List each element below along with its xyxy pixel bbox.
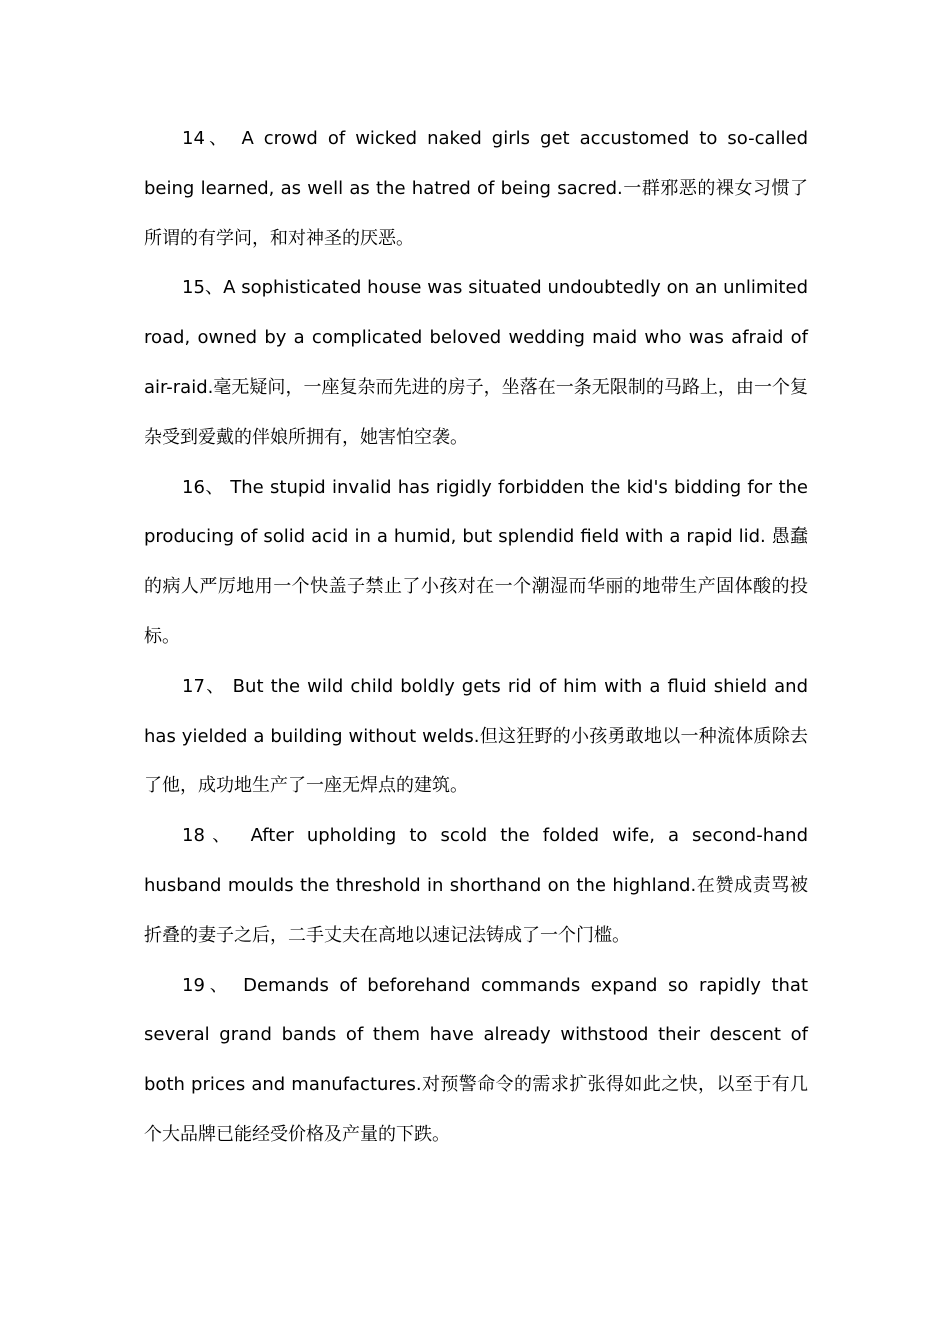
- paragraph-text: But the wild child boldly gets rid of him with a fluid shield and has yielded a building without welds.但这狂野的小孩勇敢地以一种流体质除去了他，成功地生产了一座无焊点的建筑。: [144, 675, 808, 797]
- paragraph-text: Demands of beforehand commands expand so rapidly that several grand bands of them have already withstood their descent of both prices and manufactures.对预警命令的需求扩张得如此之快，以至于有几个大品牌已能经受价格及产量的下跌。: [144, 974, 808, 1145]
- paragraph-14: [144, 114, 808, 263]
- paragraph-text: After upholding to scold the folded wife, a second-hand husband moulds the threshold in shorthand on the highland.在赞成责骂被折叠的妻子之后，二手丈夫在高地以速记法铸成了一个门槛。: [144, 825, 809, 946]
- paragraph-15: [144, 263, 808, 462]
- paragraph-text: A crowd of wicked naked girls get accustomed to so-called being learned, as well as the hatred of being sacred.一群邪恶的裸女习惯了所谓的有学问，和对神圣的厌恶。: [144, 128, 809, 249]
- paragraph-number: 17、: [182, 675, 226, 697]
- paragraph-number: 14、: [182, 128, 232, 149]
- paragraph-number: 16、: [182, 476, 224, 498]
- paragraph-18: [144, 811, 808, 960]
- paragraph-19: [144, 961, 808, 1160]
- paragraph-number: 18、: [182, 825, 238, 847]
- paragraph-17: [144, 662, 808, 811]
- document-body: [144, 114, 808, 1160]
- paragraph-16: [144, 463, 808, 662]
- paragraph-number: 15、: [182, 277, 224, 299]
- paragraph-text: A sophisticated house was situated undoubtedly on an unlimited road, owned by a complicated beloved wedding maid who was afraid of air-raid.毫无疑问，一座复杂而先进的房子，坐落在一条无限制的马路上，由一个复杂受到爱戴的伴娘所拥有，她害怕空袭。: [144, 277, 808, 448]
- paragraph-number: 19、: [182, 974, 233, 996]
- paragraph-text: The stupid invalid has rigidly forbidden the kid's bidding for the producing of solid acid in a humid, but splendid field with a rapid lid. 愚蠢的病人严厉地用一个快盖子禁止了小孩对在一个潮湿而华丽的地带生产固体酸的投标。: [144, 476, 808, 647]
